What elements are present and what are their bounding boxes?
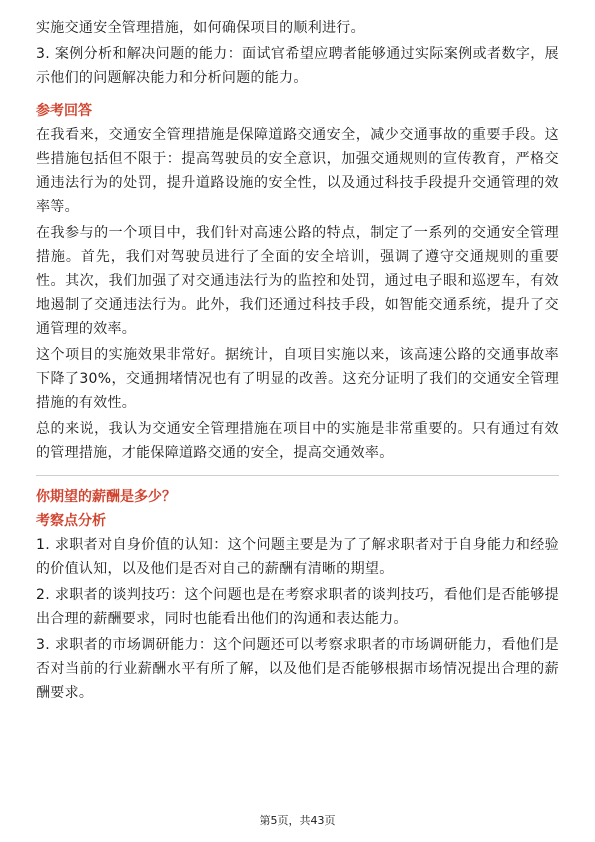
point-3-text: 3. 案例分析和解决问题的能力：面试官希望应聘者能够通过实际案例或者数字，展示他们的问题解决能力和分析问题的能力。 [36, 46, 559, 86]
analysis-item-1: 1. 求职者对自身价值的认知：这个问题主要是为了了解求职者对于自身能力和经验的价值认知，以及他们是否对自己的薪酬有清晰的期望。 [36, 537, 559, 577]
page-number-footer: 第5页，共43页 [259, 814, 336, 827]
intro-tail-text: 实施交通安全管理措施，如何确保项目的顺利进行。 [36, 20, 365, 36]
reference-answer-label: 参考回答 [36, 103, 92, 119]
question-title: 你期望的薪酬是多少？ [36, 489, 176, 505]
document-page [36, 16, 559, 705]
answer-paragraph-3: 这个项目的实施效果非常好。据统计，自项目实施以来，该高速公路的交通事故率下降了30%，交通拥堵情况也有了明显的改善。这充分证明了我们的交通安全管理措施的有效性。 [36, 347, 559, 411]
analysis-label: 考察点分析 [36, 513, 106, 529]
answer-paragraph-1: 在我看来，交通安全管理措施是保障道路交通安全，减少交通事故的重要手段。这些措施包括但不限于：提高驾驶员的安全意识，加强交通规则的宣传教育，严格交通违法行为的处罚，提升道路设施的安全性，以及通过科技手段提升交通管理的效率等。 [36, 127, 559, 215]
analysis-item-3: 3. 求职者的市场调研能力：这个问题还可以考察求职者的市场调研能力，看他们是否对当前的行业薪酬水平有所了解，以及他们是否能够根据市场情况提出合理的薪酬要求。 [36, 637, 559, 701]
analysis-item-2: 2. 求职者的谈判技巧：这个问题也是在考察求职者的谈判技巧，看他们是否能够提出合理的薪酬要求，同时也能看出他们的沟通和表达能力。 [36, 587, 559, 627]
section-divider [36, 475, 559, 476]
answer-paragraph-2: 在我参与的一个项目中，我们针对高速公路的特点，制定了一系列的交通安全管理措施。首先，我们对驾驶员进行了全面的安全培训，强调了遵守交通规则的重要性。其次，我们加强了对交通违法行为的监控和处罚，通过电子眼和巡逻车，有效地遏制了交通违法行为。此外，我们还通过科技手段，如智能交通系统，提升了交通管理的效率。 [36, 225, 559, 337]
answer-paragraph-4: 总的来说，我认为交通安全管理措施在项目中的实施是非常重要的。只有通过有效的管理措施，才能保障道路交通的安全，提高交通效率。 [36, 421, 559, 461]
